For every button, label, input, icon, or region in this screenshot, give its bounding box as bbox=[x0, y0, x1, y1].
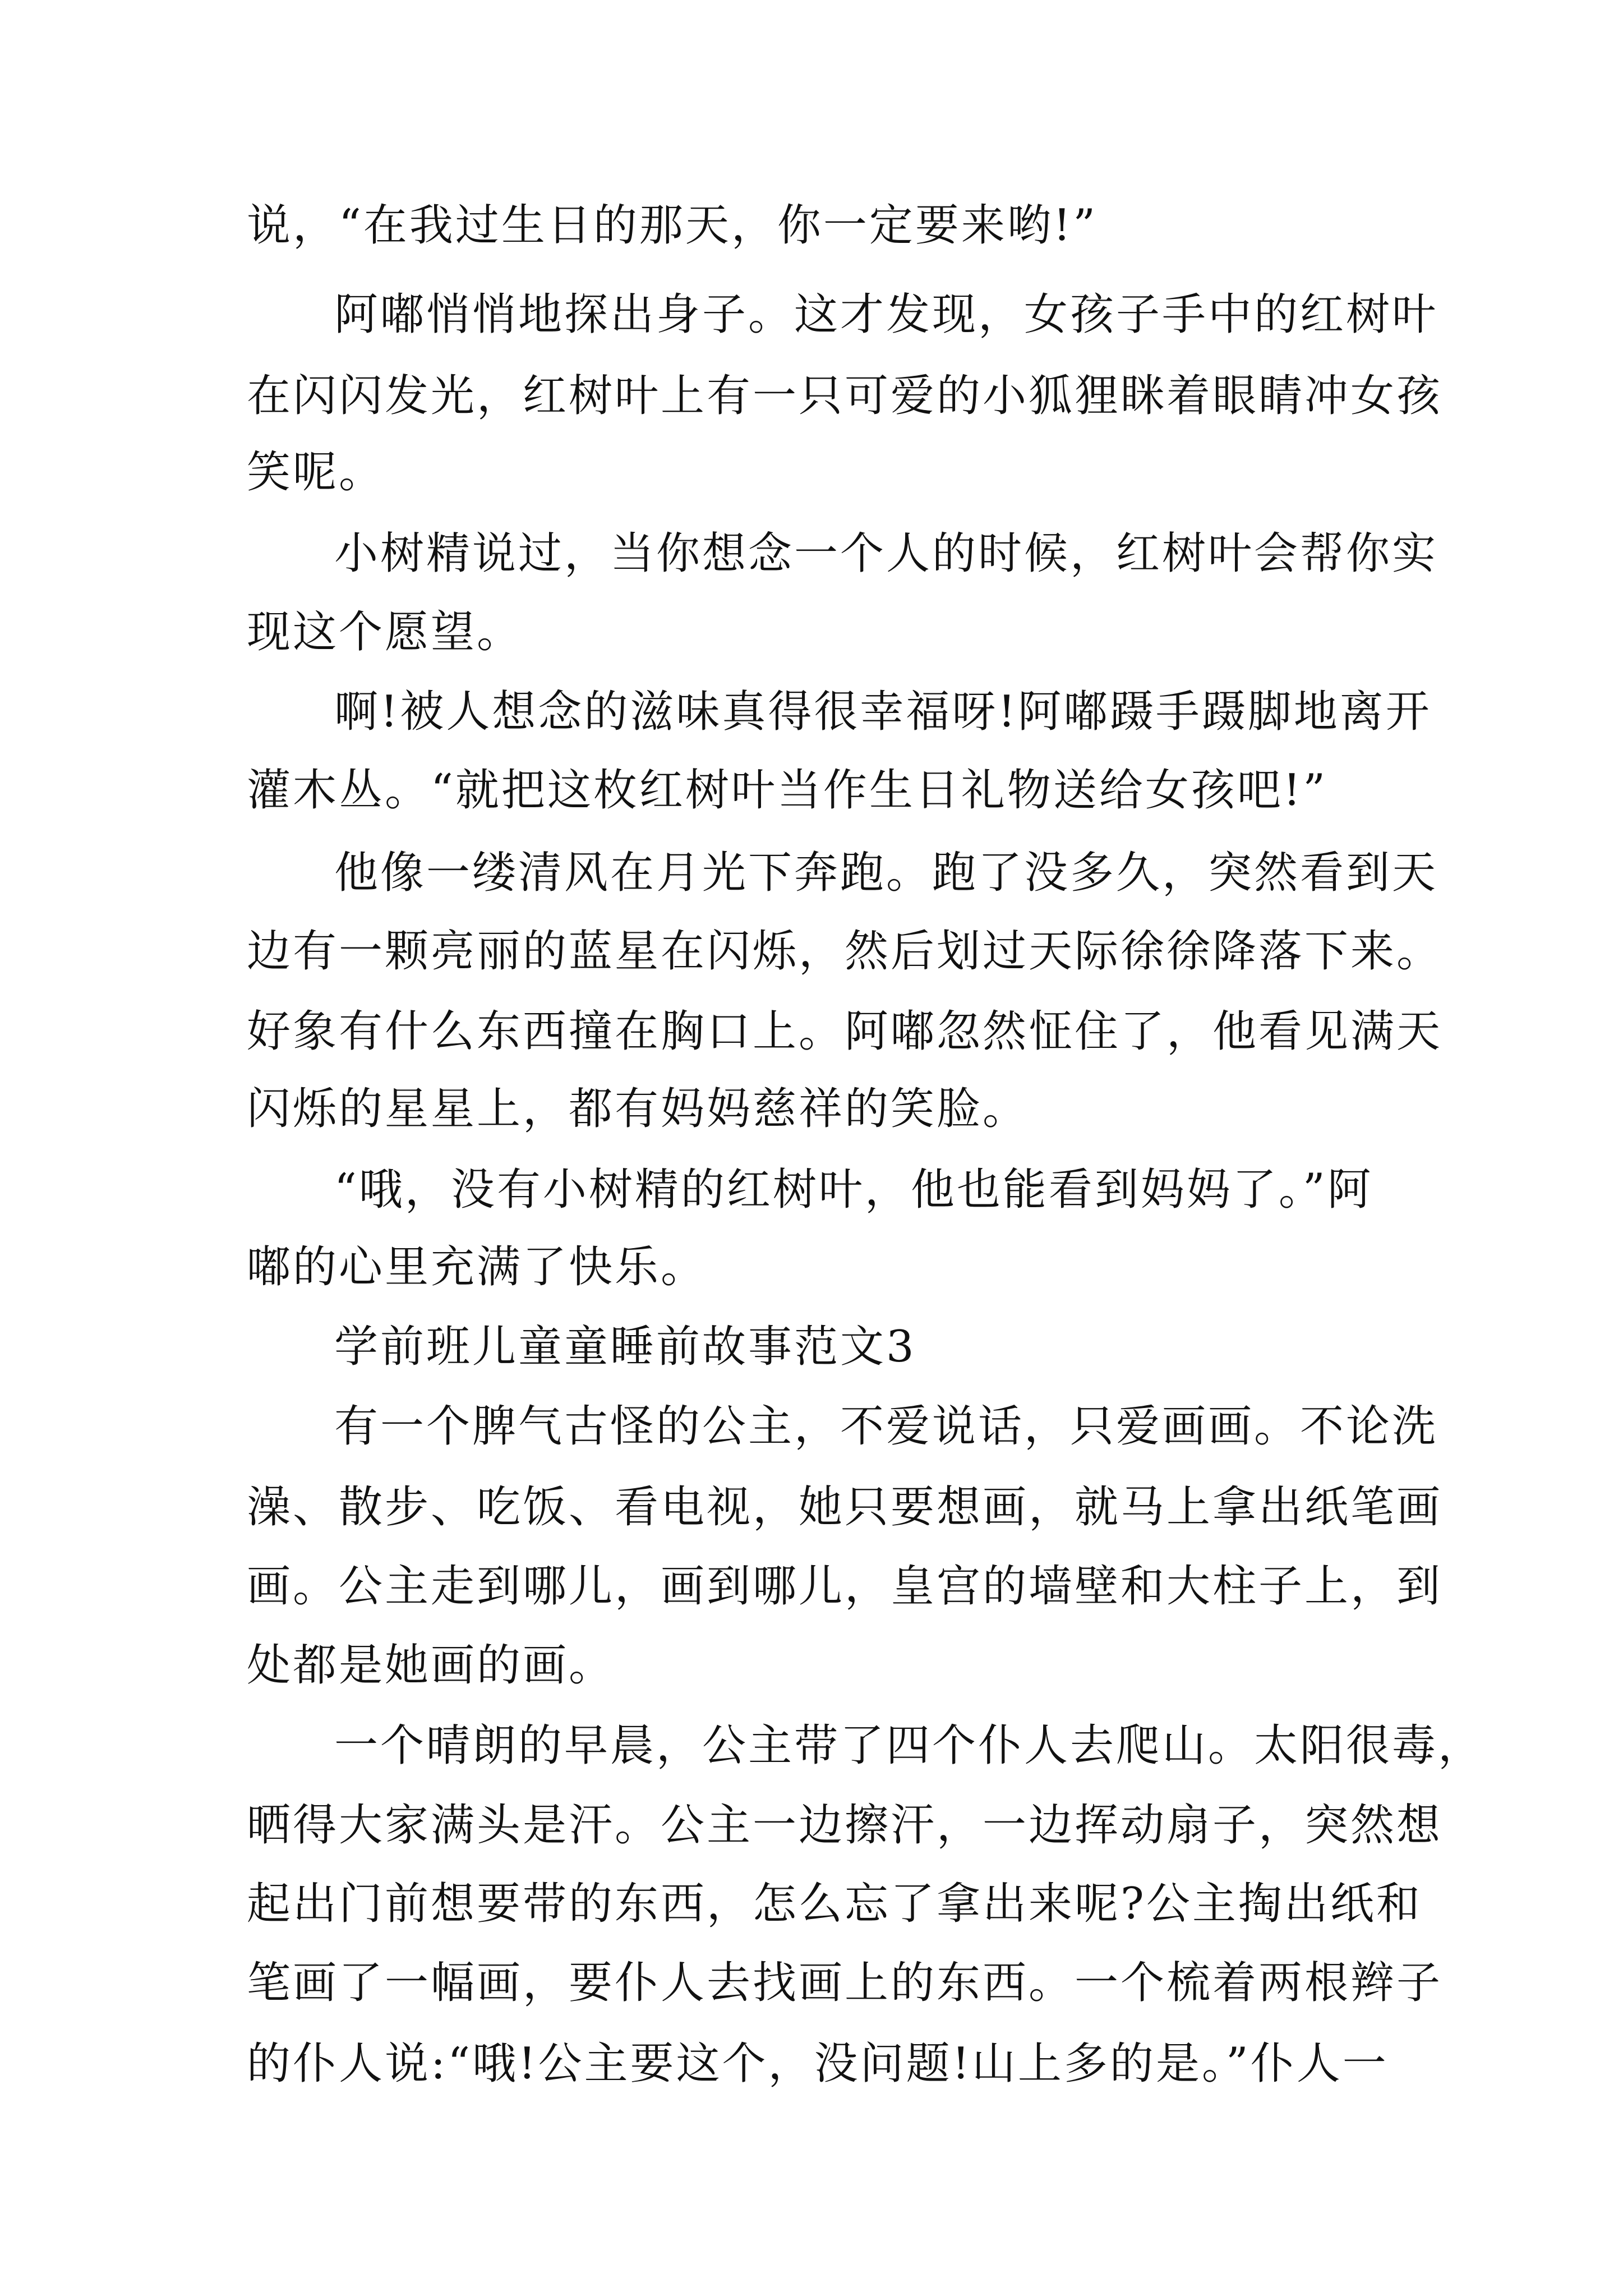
text-line: 嘟的心里充满了快乐。 bbox=[247, 1242, 707, 1292]
text-line: 有一个脾气古怪的公主，不爱说话，只爱画画。不论洗 bbox=[334, 1401, 1438, 1452]
text-line: 他像一缕清风在月光下奔跑。跑了没多久，突然看到天 bbox=[334, 848, 1438, 898]
text-line: 笔画了一幅画，要仆人去找画上的东西。一个梳着两根辫子 bbox=[247, 1958, 1443, 2008]
text-line: 现这个愿望。 bbox=[247, 607, 523, 657]
text-line: 阿嘟悄悄地探出身子。这才发现，女孩子手中的红树叶 bbox=[334, 289, 1438, 340]
text-line: 处都是她画的画。 bbox=[247, 1640, 615, 1691]
text-line: 的仆人说:“哦!公主要这个，没问题!山上多的是。”仆人一 bbox=[247, 2039, 1389, 2089]
text-line: 一个晴朗的早晨，公主带了四个仆人去爬山。太阳很毒， bbox=[334, 1720, 1484, 1771]
text-line: 灌木丛。“就把这枚红树叶当作生日礼物送给女孩吧!” bbox=[247, 765, 1328, 816]
text-line: 起出门前想要带的东西，怎么忘了拿出来呢?公主掏出纸和 bbox=[247, 1879, 1422, 1929]
text-line: “哦，没有小树精的红树叶，他也能看到妈妈了。”阿 bbox=[334, 1165, 1373, 1215]
text-line: 好象有什么东西撞在胸口上。阿嘟忽然怔住了，他看见满天 bbox=[247, 1006, 1443, 1057]
section-heading: 学前班儿童童睡前故事范文3 bbox=[334, 1322, 916, 1372]
text-line: 说，“在我过生日的那天，你一定要来哟!” bbox=[247, 200, 1098, 251]
text-line: 啊!被人想念的滋味真得很幸福呀!阿嘟蹑手蹑脚地离开 bbox=[334, 687, 1432, 737]
text-line: 笑呢。 bbox=[247, 447, 385, 498]
text-line: 画。公主走到哪儿，画到哪儿，皇宫的墙壁和大柱子上，到 bbox=[247, 1561, 1443, 1612]
text-line: 晒得大家满头是汗。公主一边擦汗，一边挥动扇子，突然想 bbox=[247, 1800, 1443, 1851]
text-line: 小树精说过，当你想念一个人的时候，红树叶会帮你实 bbox=[334, 528, 1438, 579]
text-line: 闪烁的星星上，都有妈妈慈祥的笑脸。 bbox=[247, 1084, 1029, 1134]
text-line: 边有一颗亮丽的蓝星在闪烁，然后划过天际徐徐降落下来。 bbox=[247, 926, 1443, 977]
text-line: 在闪闪发光，红树叶上有一只可爱的小狐狸眯着眼睛冲女孩 bbox=[247, 371, 1443, 421]
text-line: 澡、散步、吃饭、看电视，她只要想画，就马上拿出纸笔画 bbox=[247, 1482, 1443, 1533]
